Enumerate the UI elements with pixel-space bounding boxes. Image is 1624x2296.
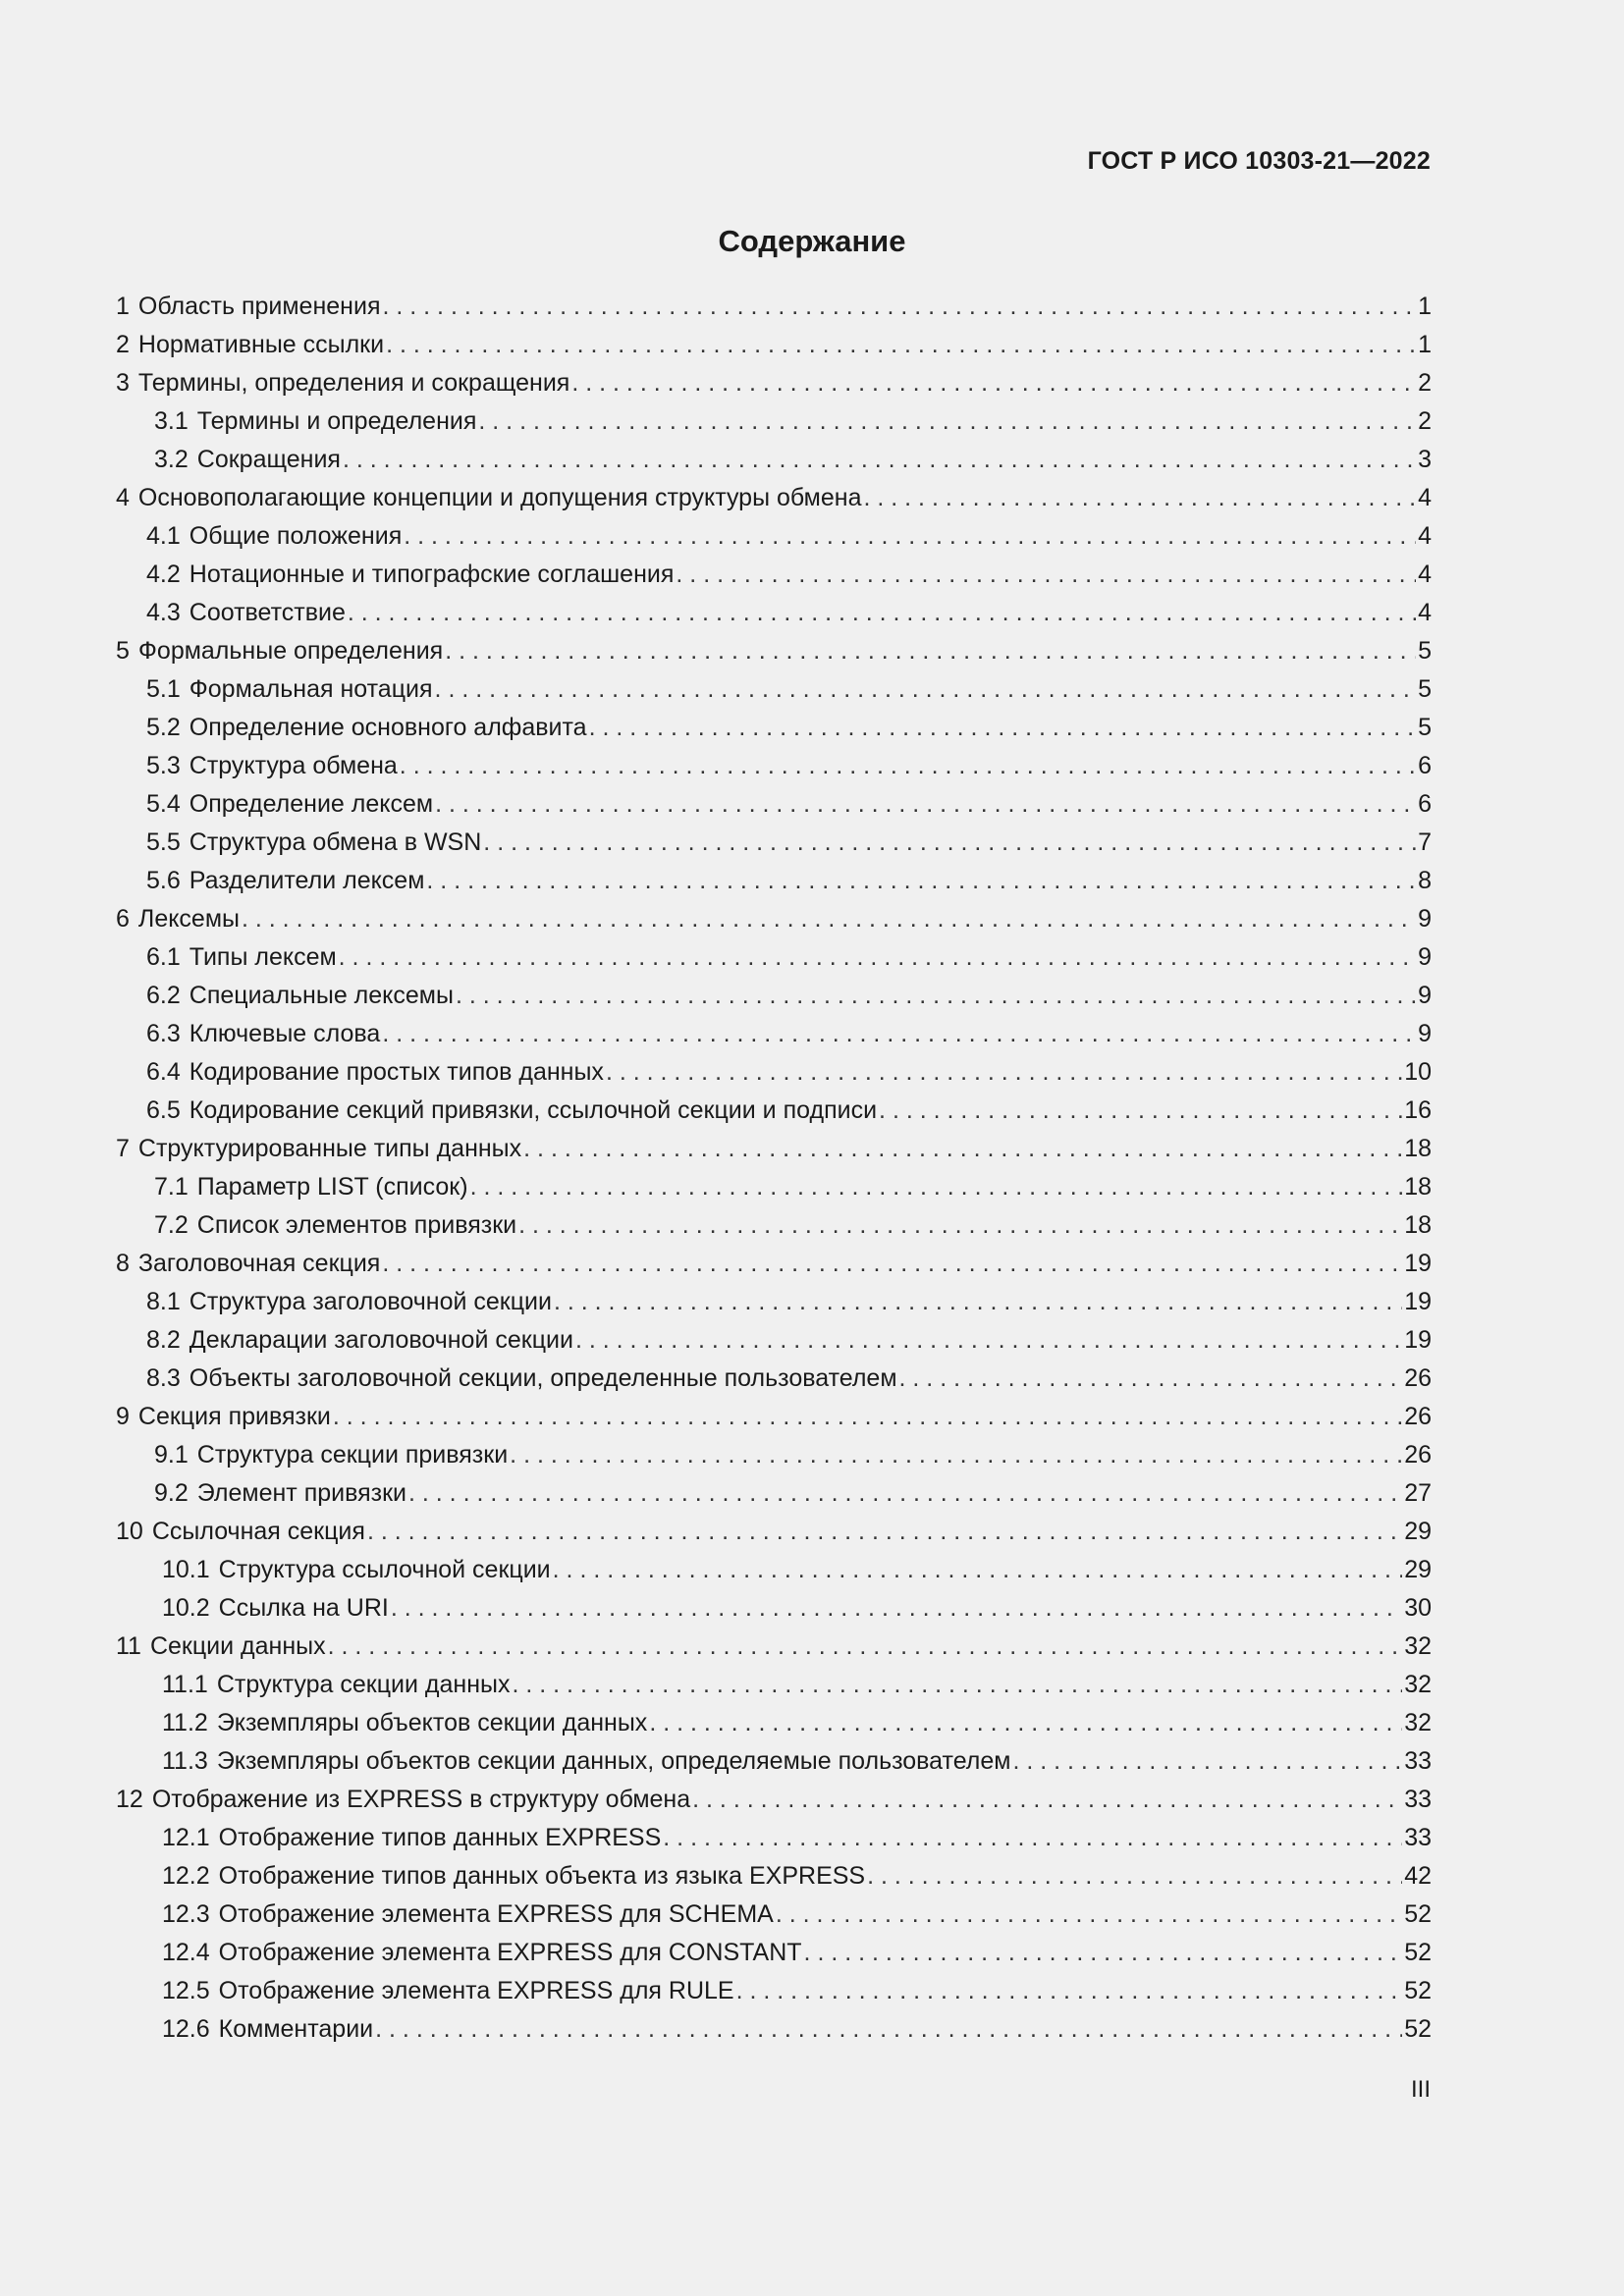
toc-entry[interactable] [116, 1130, 1432, 1168]
toc-entry[interactable] [116, 517, 1432, 556]
toc-entry-page: 32 [1404, 1632, 1432, 1660]
toc-entry[interactable] [116, 2010, 1432, 2049]
toc-entry-number: 5.5 [146, 828, 181, 856]
toc-dot-leader [692, 1781, 1402, 1819]
toc-entry[interactable] [116, 288, 1432, 326]
toc-entry-number: 5.4 [146, 790, 181, 818]
toc-entry[interactable] [116, 1206, 1432, 1245]
toc-dot-leader [589, 709, 1417, 747]
toc-entry-title: Секция привязки [137, 1403, 331, 1430]
toc-entry-title: Ссылка на URI [218, 1594, 389, 1622]
toc-entry-page: 2 [1418, 407, 1432, 435]
toc-entry-number: 4.2 [146, 561, 181, 588]
toc-entry[interactable] [116, 1551, 1432, 1589]
toc-entry-title: Отображение элемента EXPRESS для SCHEMA [218, 1900, 774, 1928]
toc-entry-number: 9.2 [154, 1479, 189, 1507]
toc-entry-title: Секции данных [149, 1632, 326, 1660]
toc-entry[interactable] [116, 1283, 1432, 1321]
toc-dot-leader [478, 402, 1416, 441]
toc-entry[interactable] [116, 1896, 1432, 1934]
toc-entry-number: 10.2 [162, 1594, 210, 1622]
toc-dot-leader [445, 632, 1416, 670]
toc-dot-leader [348, 594, 1416, 632]
toc-dot-leader [575, 1321, 1402, 1360]
toc-entry-title: Структура секции привязки [196, 1441, 509, 1468]
toc-dot-leader [435, 670, 1417, 709]
toc-entry[interactable] [116, 1972, 1432, 2010]
toc-title: Содержание [718, 224, 906, 258]
toc-entry-page: 9 [1418, 905, 1432, 933]
toc-entry[interactable] [116, 1321, 1432, 1360]
toc-entry-title: Список элементов привязки [196, 1211, 517, 1239]
toc-dot-leader [339, 938, 1416, 977]
toc-entry-number: 10 [116, 1518, 143, 1545]
toc-dot-leader [435, 785, 1416, 824]
table-of-contents [116, 288, 1432, 2049]
toc-entry-number: 12.5 [162, 1977, 210, 2004]
toc-entry-title: Ссылочная секция [151, 1518, 365, 1545]
toc-entry-number: 12.3 [162, 1900, 210, 1928]
toc-entry-title: Нормативные ссылки [137, 331, 385, 358]
toc-dot-leader [804, 1934, 1403, 1972]
toc-entry-page: 18 [1404, 1173, 1432, 1201]
toc-entry-title: Сокращения [196, 446, 341, 473]
toc-entry-title: Отображение типов данных объекта из языка EXPRESS [218, 1862, 866, 1890]
toc-entry-page: 6 [1418, 752, 1432, 779]
toc-entry[interactable] [116, 1781, 1432, 1819]
toc-entry[interactable] [116, 1857, 1432, 1896]
toc-entry[interactable] [116, 479, 1432, 517]
toc-entry-page: 33 [1404, 1824, 1432, 1851]
toc-entry-title: Общие положения [189, 522, 403, 550]
toc-dot-leader [470, 1168, 1403, 1206]
toc-entry-page: 1 [1418, 293, 1432, 320]
page-number: III [1410, 2076, 1431, 2103]
toc-entry-page: 32 [1404, 1709, 1432, 1736]
toc-entry[interactable] [116, 326, 1432, 364]
toc-entry-number: 9 [116, 1403, 130, 1430]
toc-dot-leader [518, 1206, 1402, 1245]
toc-entry-page: 10 [1404, 1058, 1432, 1086]
toc-entry-title: Декларации заголовочной секции [189, 1326, 573, 1354]
toc-entry-title: Объекты заголовочной секции, определенные пользователем [189, 1364, 897, 1392]
toc-dot-leader [343, 441, 1416, 479]
toc-entry-title: Структурированные типы данных [137, 1135, 522, 1162]
toc-entry-number: 4 [116, 484, 130, 511]
toc-entry-title: Типы лексем [189, 943, 337, 971]
toc-entry-page: 30 [1404, 1594, 1432, 1622]
toc-entry-title: Основополагающие концепции и допущения структуры обмена [137, 484, 862, 511]
toc-entry[interactable] [116, 1015, 1432, 1053]
toc-dot-leader [863, 479, 1416, 517]
toc-dot-leader [408, 1474, 1402, 1513]
toc-dot-leader [510, 1436, 1402, 1474]
toc-entry[interactable] [116, 1666, 1432, 1704]
toc-entry-page: 6 [1418, 790, 1432, 818]
toc-entry-title: Экземпляры объектов секции данных, определяемые пользователем [216, 1747, 1011, 1775]
toc-entry[interactable] [116, 670, 1432, 709]
toc-entry-number: 5.1 [146, 675, 181, 703]
toc-entry[interactable] [116, 1398, 1432, 1436]
toc-entry[interactable] [116, 824, 1432, 862]
toc-entry-number: 11.1 [162, 1671, 208, 1698]
toc-entry-title: Структура секции данных [216, 1671, 511, 1698]
toc-entry-title: Определение основного алфавита [189, 714, 587, 741]
toc-dot-leader [367, 1513, 1402, 1551]
toc-entry-page: 19 [1404, 1326, 1432, 1354]
toc-entry[interactable] [116, 1628, 1432, 1666]
toc-entry[interactable] [116, 747, 1432, 785]
toc-entry-number: 8.3 [146, 1364, 181, 1392]
toc-entry-number: 11.2 [162, 1709, 208, 1736]
toc-entry-title: Отображение элемента EXPRESS для RULE [218, 1977, 734, 2004]
toc-entry[interactable] [116, 977, 1432, 1015]
toc-dot-leader [649, 1704, 1402, 1742]
toc-dot-leader [375, 2010, 1402, 2049]
toc-entry-number: 3.2 [154, 446, 189, 473]
toc-entry-page: 52 [1404, 2015, 1432, 2043]
toc-entry[interactable] [116, 1742, 1432, 1781]
toc-dot-leader [382, 288, 1416, 326]
toc-entry[interactable] [116, 862, 1432, 900]
toc-entry-number: 8 [116, 1250, 130, 1277]
toc-entry-title: Элемент привязки [196, 1479, 406, 1507]
toc-dot-leader [483, 824, 1416, 862]
toc-dot-leader [899, 1360, 1403, 1398]
toc-dot-leader [571, 364, 1416, 402]
toc-entry-page: 2 [1418, 369, 1432, 397]
toc-entry-number: 6.5 [146, 1096, 181, 1124]
toc-entry-title: Лексемы [137, 905, 240, 933]
toc-dot-leader [333, 1398, 1402, 1436]
toc-entry[interactable] [116, 785, 1432, 824]
toc-dot-leader [1012, 1742, 1402, 1781]
toc-dot-leader [512, 1666, 1402, 1704]
toc-entry-page: 42 [1404, 1862, 1432, 1890]
toc-entry-title: Параметр LIST (список) [196, 1173, 468, 1201]
toc-entry-page: 26 [1404, 1441, 1432, 1468]
toc-entry-number: 1 [116, 293, 130, 320]
toc-entry-page: 7 [1418, 828, 1432, 856]
toc-entry-title: Формальная нотация [189, 675, 433, 703]
toc-entry-page: 19 [1404, 1288, 1432, 1315]
toc-entry[interactable] [116, 1934, 1432, 1972]
toc-entry-number: 3.1 [154, 407, 189, 435]
toc-entry-page: 52 [1404, 1977, 1432, 2004]
toc-entry-number: 12.1 [162, 1824, 210, 1851]
toc-entry-page: 9 [1418, 982, 1432, 1009]
toc-entry-title: Кодирование простых типов данных [189, 1058, 604, 1086]
toc-entry-number: 6.4 [146, 1058, 181, 1086]
toc-entry-number: 6.2 [146, 982, 181, 1009]
toc-entry[interactable] [116, 938, 1432, 977]
toc-dot-leader [776, 1896, 1402, 1934]
toc-entry-title: Термины, определения и сокращения [137, 369, 570, 397]
toc-entry-page: 32 [1404, 1671, 1432, 1698]
toc-entry[interactable] [116, 402, 1432, 441]
toc-entry-title: Нотационные и типографские соглашения [189, 561, 675, 588]
toc-entry-title: Формальные определения [137, 637, 444, 665]
toc-entry-title: Соответствие [189, 599, 346, 626]
toc-entry[interactable] [116, 1053, 1432, 1092]
toc-entry-number: 12.2 [162, 1862, 210, 1890]
toc-entry[interactable] [116, 632, 1432, 670]
toc-dot-leader [663, 1819, 1402, 1857]
toc-entry[interactable] [116, 1704, 1432, 1742]
toc-entry-page: 9 [1418, 1020, 1432, 1047]
toc-entry[interactable] [116, 1092, 1432, 1130]
toc-entry-page: 27 [1404, 1479, 1432, 1507]
toc-entry[interactable] [116, 441, 1432, 479]
toc-dot-leader [382, 1015, 1416, 1053]
toc-entry[interactable] [116, 709, 1432, 747]
toc-dot-leader [554, 1283, 1402, 1321]
toc-entry-number: 7 [116, 1135, 130, 1162]
toc-dot-leader [391, 1589, 1402, 1628]
toc-entry-number: 5.6 [146, 867, 181, 894]
toc-entry-title: Разделители лексем [189, 867, 425, 894]
toc-entry-page: 5 [1418, 675, 1432, 703]
toc-entry-page: 18 [1404, 1135, 1432, 1162]
document-code: ГОСТ Р ИСО 10303-21—2022 [1087, 147, 1431, 175]
toc-entry-page: 29 [1404, 1556, 1432, 1583]
toc-entry-page: 33 [1404, 1747, 1432, 1775]
toc-entry-title: Термины и определения [196, 407, 477, 435]
toc-entry-page: 4 [1418, 599, 1432, 626]
toc-entry-title: Экземпляры объектов секции данных [216, 1709, 648, 1736]
toc-entry-page: 5 [1418, 637, 1432, 665]
toc-entry[interactable] [116, 1589, 1432, 1628]
toc-entry-title: Заголовочная секция [137, 1250, 381, 1277]
toc-entry-number: 2 [116, 331, 130, 358]
toc-entry[interactable] [116, 900, 1432, 938]
toc-dot-leader [456, 977, 1416, 1015]
toc-dot-leader [386, 326, 1416, 364]
toc-entry-page: 1 [1418, 331, 1432, 358]
toc-entry-page: 33 [1404, 1786, 1432, 1813]
toc-entry-title: Отображение типов данных EXPRESS [218, 1824, 662, 1851]
toc-entry-number: 4.1 [146, 522, 181, 550]
toc-entry-number: 12.4 [162, 1939, 210, 1966]
toc-entry-page: 4 [1418, 561, 1432, 588]
toc-entry-number: 6.3 [146, 1020, 181, 1047]
toc-entry-title: Определение лексем [189, 790, 434, 818]
toc-entry-title: Область применения [137, 293, 381, 320]
toc-entry-number: 8.2 [146, 1326, 181, 1354]
toc-entry-page: 16 [1404, 1096, 1432, 1124]
toc-entry-title: Структура обмена в WSN [189, 828, 482, 856]
toc-dot-leader [328, 1628, 1403, 1666]
toc-entry-title: Комментарии [218, 2015, 374, 2043]
toc-entry-number: 11 [116, 1632, 141, 1660]
toc-entry-page: 52 [1404, 1939, 1432, 1966]
toc-entry[interactable] [116, 1474, 1432, 1513]
toc-entry-number: 11.3 [162, 1747, 208, 1775]
toc-entry-number: 3 [116, 369, 130, 397]
toc-entry-number: 5.2 [146, 714, 181, 741]
toc-entry-number: 4.3 [146, 599, 181, 626]
toc-dot-leader [242, 900, 1416, 938]
toc-entry-number: 8.1 [146, 1288, 181, 1315]
toc-entry-number: 6 [116, 905, 130, 933]
toc-entry-title: Ключевые слова [189, 1020, 381, 1047]
toc-dot-leader [400, 747, 1416, 785]
toc-entry-number: 10.1 [162, 1556, 210, 1583]
toc-entry-number: 5 [116, 637, 130, 665]
toc-dot-leader [879, 1092, 1402, 1130]
toc-dot-leader [426, 862, 1416, 900]
toc-entry-number: 6.1 [146, 943, 181, 971]
toc-entry[interactable] [116, 1436, 1432, 1474]
toc-entry-page: 4 [1418, 484, 1432, 511]
toc-dot-leader [523, 1130, 1402, 1168]
toc-entry-page: 52 [1404, 1900, 1432, 1928]
toc-entry[interactable] [116, 1360, 1432, 1398]
toc-entry[interactable] [116, 1819, 1432, 1857]
toc-entry[interactable] [116, 1245, 1432, 1283]
toc-entry-number: 12.6 [162, 2015, 210, 2043]
toc-entry-title: Отображение элемента EXPRESS для CONSTANT [218, 1939, 802, 1966]
toc-entry-page: 26 [1404, 1403, 1432, 1430]
toc-entry-page: 3 [1418, 446, 1432, 473]
toc-entry[interactable] [116, 594, 1432, 632]
toc-entry-page: 5 [1418, 714, 1432, 741]
toc-entry[interactable] [116, 556, 1432, 594]
toc-entry-page: 9 [1418, 943, 1432, 971]
toc-entry-page: 26 [1404, 1364, 1432, 1392]
toc-dot-leader [736, 1972, 1403, 2010]
toc-entry-page: 29 [1404, 1518, 1432, 1545]
toc-entry-title: Структура заголовочной секции [189, 1288, 552, 1315]
toc-entry-number: 12 [116, 1786, 143, 1813]
toc-entry-title: Структура обмена [189, 752, 398, 779]
toc-dot-leader [676, 556, 1416, 594]
toc-entry-number: 9.1 [154, 1441, 189, 1468]
toc-entry[interactable] [116, 364, 1432, 402]
toc-entry-number: 7.1 [154, 1173, 189, 1201]
toc-entry[interactable] [116, 1168, 1432, 1206]
toc-entry-number: 5.3 [146, 752, 181, 779]
toc-dot-leader [867, 1857, 1402, 1896]
toc-entry-number: 7.2 [154, 1211, 189, 1239]
toc-entry[interactable] [116, 1513, 1432, 1551]
toc-entry-title: Отображение из EXPRESS в структуру обмена [151, 1786, 691, 1813]
toc-dot-leader [606, 1053, 1402, 1092]
toc-entry-title: Кодирование секций привязки, ссылочной секции и подписи [189, 1096, 878, 1124]
toc-entry-page: 19 [1404, 1250, 1432, 1277]
toc-entry-title: Специальные лексемы [189, 982, 454, 1009]
toc-entry-page: 18 [1404, 1211, 1432, 1239]
toc-dot-leader [553, 1551, 1403, 1589]
toc-entry-title: Структура ссылочной секции [218, 1556, 551, 1583]
toc-entry-page: 8 [1418, 867, 1432, 894]
toc-dot-leader [404, 517, 1416, 556]
toc-dot-leader [382, 1245, 1402, 1283]
toc-entry-page: 4 [1418, 522, 1432, 550]
